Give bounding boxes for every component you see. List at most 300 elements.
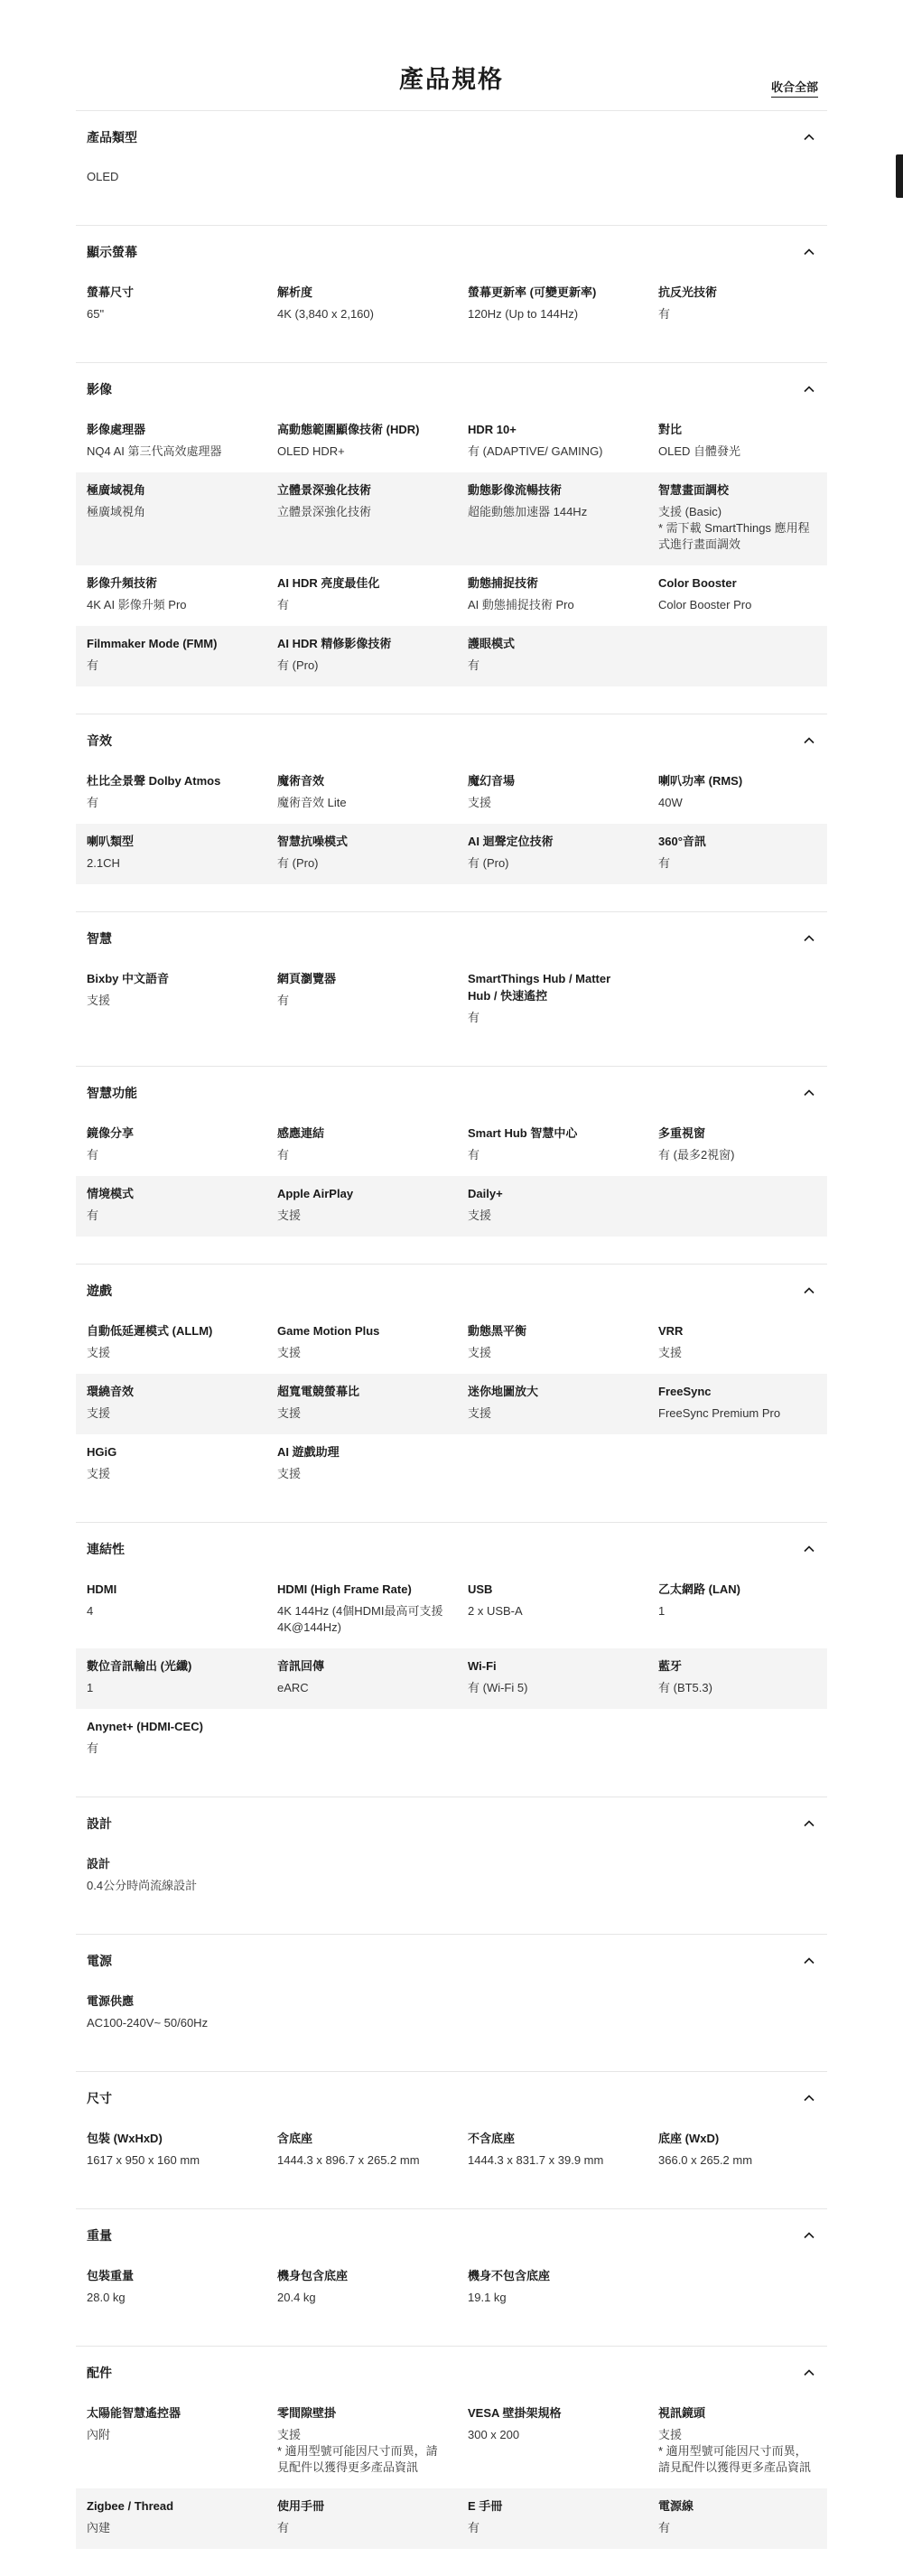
spec-item xyxy=(457,1577,647,1641)
spec-item xyxy=(266,2401,457,2481)
section-title: 連結性 xyxy=(87,1542,125,1556)
spec-item xyxy=(647,478,827,558)
spec-section xyxy=(76,1522,827,1797)
spec-label: AI HDR 亮度最佳化 xyxy=(277,576,380,590)
spec-item xyxy=(76,1440,266,1488)
spec-label: AI HDR 精修影像技術 xyxy=(277,637,392,650)
spec-sections xyxy=(0,110,903,2576)
spec-value: 0.4公分時尚流線設計 xyxy=(87,1879,198,1892)
spec-item xyxy=(647,2126,827,2174)
spec-item xyxy=(647,769,827,817)
spec-value: 有 (Pro) xyxy=(277,856,319,870)
spec-value: 2.1CH xyxy=(87,856,120,870)
chevron-up-icon[interactable] xyxy=(802,1283,816,1298)
chevron-up-icon[interactable] xyxy=(802,2366,816,2380)
spec-value: AI 動態捕捉技術 Pro xyxy=(468,598,574,611)
spec-value: 4K (3,840 x 2,160) xyxy=(277,307,374,321)
spec-item xyxy=(76,2494,266,2542)
spec-value: 有 (Pro) xyxy=(468,856,509,870)
spec-label: HDR 10+ xyxy=(468,423,517,436)
spec-value: 有 xyxy=(658,307,671,321)
spec-item xyxy=(647,2494,827,2542)
spec-label: 鏡像分享 xyxy=(87,1126,135,1140)
spec-label: 迷你地圖放大 xyxy=(468,1385,539,1398)
spec-item xyxy=(76,1577,266,1641)
spec-value: 1444.3 x 831.7 x 39.9 mm xyxy=(468,2153,604,2167)
section-title: 產品類型 xyxy=(87,130,137,145)
spec-label: 魔術音效 xyxy=(277,774,325,788)
spec-row xyxy=(76,2395,827,2488)
spec-label: AI 遊戲助理 xyxy=(277,1445,340,1459)
spec-value: 2 x USB-A xyxy=(468,1604,523,1618)
spec-item xyxy=(76,1319,266,1367)
spec-label: HDMI xyxy=(87,1582,117,1596)
spec-value: 有 xyxy=(87,796,99,809)
spec-value: 1 xyxy=(658,1604,666,1618)
spec-item xyxy=(76,1989,266,2037)
spec-value: 有 xyxy=(468,1011,480,1024)
spec-row xyxy=(76,160,827,198)
spec-value: 有 xyxy=(277,598,290,611)
spec-row xyxy=(76,1176,827,1237)
spec-label: 音訊回傳 xyxy=(277,1659,325,1673)
chevron-up-icon[interactable] xyxy=(802,245,816,259)
spec-value: 支援 xyxy=(87,994,111,1007)
spec-item xyxy=(266,1440,457,1488)
spec-value: 有 (最多2視窗) xyxy=(658,1148,735,1162)
spec-row xyxy=(76,565,827,626)
spec-label: Wi-Fi xyxy=(468,1659,497,1673)
spec-value: 有 xyxy=(468,658,480,672)
side-feedback-tab[interactable] xyxy=(896,154,903,198)
spec-label: 超寬電競螢幕比 xyxy=(277,1385,360,1398)
spec-item xyxy=(457,571,647,619)
chevron-up-icon[interactable] xyxy=(802,1542,816,1556)
spec-label: Daily+ xyxy=(468,1187,503,1200)
section-header[interactable] xyxy=(76,927,827,950)
spec-value: 有 (Wi-Fi 5) xyxy=(468,1681,528,1694)
spec-row xyxy=(76,1572,827,1648)
spec-value: 有 xyxy=(87,1148,99,1162)
chevron-up-icon[interactable] xyxy=(802,1816,816,1831)
spec-label: 含底座 xyxy=(277,2132,313,2145)
spec-label: 喇叭類型 xyxy=(87,835,135,848)
spec-label: 護眼模式 xyxy=(468,637,516,650)
chevron-up-icon[interactable] xyxy=(802,1086,816,1100)
spec-row xyxy=(76,1115,827,1176)
spec-item xyxy=(266,280,457,328)
spec-item xyxy=(76,769,266,817)
spec-item xyxy=(647,829,827,877)
spec-label: 環繞音效 xyxy=(87,1385,135,1398)
spec-label: 藍牙 xyxy=(658,1659,683,1673)
spec-item xyxy=(647,280,827,328)
spec-value: 支援 * 適用型號可能因尺寸而異，請見配件以獲得更多產品資訊 xyxy=(658,2428,812,2474)
spec-value: 支援 xyxy=(658,1346,683,1359)
spec-label: 包裝 (WxHxD) xyxy=(87,2132,163,2145)
spec-label: SmartThings Hub / Matter Hub / 快速遙控 xyxy=(468,972,611,1003)
spec-item xyxy=(266,1654,457,1702)
spec-label: 包裝重量 xyxy=(87,2269,135,2282)
spec-label: Apple AirPlay xyxy=(277,1187,354,1200)
spec-row xyxy=(76,1846,827,1907)
spec-item xyxy=(457,1121,647,1169)
spec-value: 1444.3 x 896.7 x 265.2 mm xyxy=(277,2153,420,2167)
spec-item xyxy=(76,1714,266,1762)
spec-label: 影像處理器 xyxy=(87,423,146,436)
spec-value: 40W xyxy=(658,796,683,809)
spec-section xyxy=(76,1934,827,2071)
spec-value: 支援 (Basic) * 需下載 SmartThings 應用程式進行畫面調效 xyxy=(658,505,810,551)
chevron-up-icon[interactable] xyxy=(802,2228,816,2243)
spec-value: 支援 xyxy=(87,1467,111,1480)
chevron-up-icon[interactable] xyxy=(802,733,816,748)
spec-item xyxy=(266,478,457,558)
spec-item xyxy=(76,1181,266,1229)
spec-label: 極廣域視角 xyxy=(87,483,146,497)
spec-label: 智慧抗噪模式 xyxy=(277,835,349,848)
spec-row xyxy=(76,824,827,884)
spec-item xyxy=(76,1379,266,1427)
spec-label: 數位音訊輸出 (光纖) xyxy=(87,1659,192,1673)
spec-label: Color Booster xyxy=(658,576,737,590)
spec-label: 動態影像流暢技術 xyxy=(468,483,563,497)
spec-label: 杜比全景聲 Dolby Atmos xyxy=(87,774,221,788)
section-header[interactable] xyxy=(76,1537,827,1561)
spec-value: 有 xyxy=(277,2521,290,2534)
spec-section xyxy=(76,1264,827,1522)
spec-value: 有 (ADAPTIVE/ GAMING) xyxy=(468,444,603,458)
spec-label: 魔幻音場 xyxy=(468,774,516,788)
spec-item xyxy=(76,280,266,328)
spec-label: 動態黑平衡 xyxy=(468,1324,527,1338)
spec-item xyxy=(647,1577,827,1641)
spec-label: 視訊鏡頭 xyxy=(658,2406,706,2420)
section-title: 尺寸 xyxy=(87,2091,112,2105)
spec-label: 感應連結 xyxy=(277,1126,325,1140)
spec-value: 120Hz (Up to 144Hz) xyxy=(468,307,579,321)
section-header[interactable] xyxy=(76,2361,827,2385)
spec-item xyxy=(76,571,266,619)
section-title: 遊戲 xyxy=(87,1283,112,1298)
spec-item xyxy=(266,571,457,619)
section-header[interactable] xyxy=(76,2224,827,2247)
spec-label: 多重視窗 xyxy=(658,1126,706,1140)
spec-label: 智慧畫面調校 xyxy=(658,483,730,497)
section-title: 音效 xyxy=(87,733,112,748)
page-title: 產品規格 xyxy=(399,66,504,93)
spec-value: 支援 * 適用型號可能因尺寸而異，請見配件以獲得更多產品資訊 xyxy=(277,2428,438,2474)
spec-row xyxy=(76,1434,827,1495)
spec-value: eARC xyxy=(277,1681,309,1694)
spec-value: 1617 x 950 x 160 mm xyxy=(87,2153,200,2167)
spec-item xyxy=(457,2263,647,2311)
spec-value: 4K AI 影像升頻 Pro xyxy=(87,598,187,611)
spec-label: 太陽能智慧遙控器 xyxy=(87,2406,182,2420)
spec-value: 366.0 x 265.2 mm xyxy=(658,2153,753,2167)
spec-label: HDMI (High Frame Rate) xyxy=(277,1582,412,1596)
spec-label: FreeSync xyxy=(658,1385,712,1398)
spec-item xyxy=(266,1319,457,1367)
section-header[interactable] xyxy=(76,378,827,401)
spec-row xyxy=(76,275,827,335)
spec-row xyxy=(76,412,827,472)
spec-item xyxy=(457,631,647,679)
spec-item xyxy=(266,1577,457,1641)
spec-section xyxy=(76,911,827,1066)
section-title: 影像 xyxy=(87,382,112,397)
spec-row xyxy=(76,2121,827,2181)
section-header[interactable] xyxy=(76,1949,827,1973)
spec-value: 極廣域視角 xyxy=(87,505,146,518)
spec-value: OLED HDR+ xyxy=(277,444,345,458)
section-title: 顯示螢幕 xyxy=(87,245,137,259)
spec-label: Smart Hub 智慧中心 xyxy=(468,1126,578,1140)
spec-item xyxy=(76,478,266,558)
chevron-up-icon[interactable] xyxy=(802,931,816,946)
section-header[interactable] xyxy=(76,729,827,752)
spec-section xyxy=(76,225,827,362)
spec-label: 零間隙壁掛 xyxy=(277,2406,337,2420)
spec-label: 動態捕捉技術 xyxy=(468,576,539,590)
spec-value: 有 xyxy=(468,2521,480,2534)
spec-label: 高動態範圍顯像技術 (HDR) xyxy=(277,423,420,436)
spec-label: 螢幕尺寸 xyxy=(87,285,135,299)
spec-item xyxy=(76,2263,266,2311)
spec-value: 支援 xyxy=(277,1406,302,1420)
chevron-up-icon[interactable] xyxy=(802,382,816,397)
collapse-all-button[interactable]: 收合全部 xyxy=(771,78,818,98)
spec-value: 魔術音效 Lite xyxy=(277,796,347,809)
spec-value: 超能動態加速器 144Hz xyxy=(468,505,588,518)
spec-label: 自動低延遲模式 (ALLM) xyxy=(87,1324,213,1338)
spec-value: 有 xyxy=(277,1148,290,1162)
spec-item xyxy=(76,1654,266,1702)
spec-section xyxy=(76,2346,827,2576)
spec-value: 內建 xyxy=(87,2521,111,2534)
spec-value: 有 xyxy=(277,994,290,1007)
spec-row xyxy=(76,1709,827,1769)
spec-value: 19.1 kg xyxy=(468,2291,507,2304)
spec-item xyxy=(266,417,457,465)
spec-item xyxy=(76,1121,266,1169)
spec-label: 喇叭功率 (RMS) xyxy=(658,774,743,788)
spec-value: 4 xyxy=(87,1604,94,1618)
spec-row xyxy=(76,1983,827,2044)
spec-item xyxy=(266,1181,457,1229)
section-title: 配件 xyxy=(87,2366,112,2380)
section-header[interactable] xyxy=(76,1081,827,1105)
section-title: 設計 xyxy=(87,1816,112,1831)
spec-item xyxy=(76,2126,266,2174)
spec-item xyxy=(266,966,457,1031)
spec-section xyxy=(76,1797,827,1934)
spec-label: AI 迴聲定位技術 xyxy=(468,835,554,848)
spec-label: E 手冊 xyxy=(468,2499,503,2513)
spec-value: AC100-240V~ 50/60Hz xyxy=(87,2016,209,2030)
spec-section xyxy=(76,714,827,911)
spec-value: FreeSync Premium Pro xyxy=(658,1406,781,1420)
section-title: 重量 xyxy=(87,2228,112,2243)
spec-item xyxy=(457,1181,647,1229)
spec-value: 支援 xyxy=(277,1346,302,1359)
spec-label: 螢幕更新率 (可變更新率) xyxy=(468,285,597,299)
spec-item xyxy=(76,1852,266,1899)
spec-item xyxy=(457,829,647,877)
spec-row xyxy=(76,763,827,824)
spec-item xyxy=(457,1319,647,1367)
section-header[interactable] xyxy=(76,1279,827,1302)
spec-item xyxy=(266,2263,457,2311)
spec-value: 有 xyxy=(87,1209,99,1222)
spec-row xyxy=(76,961,827,1039)
spec-label: 抗反光技術 xyxy=(658,285,718,299)
spec-label: 影像升頻技術 xyxy=(87,576,158,590)
spec-item xyxy=(647,571,827,619)
spec-label: 乙太網路 (LAN) xyxy=(658,1582,740,1596)
spec-label: Anynet+ (HDMI-CEC) xyxy=(87,1720,203,1733)
spec-value: 1 xyxy=(87,1681,94,1694)
spec-row xyxy=(76,1648,827,1709)
spec-item xyxy=(647,1121,827,1169)
spec-label: HGiG xyxy=(87,1445,117,1459)
spec-value: 支援 xyxy=(468,796,492,809)
spec-row xyxy=(76,1374,827,1434)
spec-item xyxy=(266,769,457,817)
spec-label: 機身包含底座 xyxy=(277,2269,349,2282)
spec-row xyxy=(76,626,827,686)
spec-label: 不含底座 xyxy=(468,2132,516,2145)
spec-value: 有 (BT5.3) xyxy=(658,1681,712,1694)
spec-value: 有 (Pro) xyxy=(277,658,319,672)
spec-item xyxy=(266,1121,457,1169)
spec-value: 有 xyxy=(87,1741,99,1755)
spec-item xyxy=(76,417,266,465)
spec-label: VESA 壁掛架規格 xyxy=(468,2406,562,2420)
spec-item xyxy=(647,1319,827,1367)
spec-label: 情境模式 xyxy=(87,1187,135,1200)
spec-section xyxy=(76,2071,827,2208)
section-title: 智慧功能 xyxy=(87,1086,137,1100)
spec-item xyxy=(76,829,266,877)
spec-label: 360°音訊 xyxy=(658,835,706,848)
spec-value: OLED xyxy=(87,170,119,183)
spec-label: 使用手冊 xyxy=(277,2499,325,2513)
spec-label: USB xyxy=(468,1582,493,1596)
spec-value: OLED 自體發光 xyxy=(658,444,741,458)
spec-section xyxy=(76,2208,827,2346)
spec-label: 電源供應 xyxy=(87,1994,135,2008)
spec-section xyxy=(76,362,827,714)
spec-item xyxy=(457,1379,647,1427)
spec-value: NQ4 AI 第三代高效處理器 xyxy=(87,444,222,458)
spec-row xyxy=(76,1313,827,1374)
spec-label: VRR xyxy=(658,1324,684,1338)
spec-value: 支援 xyxy=(468,1209,492,1222)
spec-item xyxy=(266,2126,457,2174)
spec-value: 有 xyxy=(658,856,671,870)
spec-label: Game Motion Plus xyxy=(277,1324,380,1338)
chevron-up-icon[interactable] xyxy=(802,2091,816,2105)
section-title: 電源 xyxy=(87,1954,112,1968)
spec-value: 4K 144Hz (4個HDMI最高可支援4K@144Hz) xyxy=(277,1604,443,1634)
spec-item xyxy=(266,829,457,877)
spec-value: 有 xyxy=(468,1148,480,1162)
spec-item xyxy=(647,1379,827,1427)
spec-item xyxy=(76,966,266,1031)
spec-label: 解析度 xyxy=(277,285,313,299)
spec-item xyxy=(266,2494,457,2542)
spec-label: 對比 xyxy=(658,423,683,436)
spec-value: 有 xyxy=(658,2521,671,2534)
spec-section xyxy=(76,1066,827,1264)
chevron-up-icon[interactable] xyxy=(802,1954,816,1968)
spec-item xyxy=(457,769,647,817)
spec-label: 設計 xyxy=(87,1857,111,1871)
spec-item xyxy=(457,2401,647,2481)
spec-row xyxy=(76,2258,827,2319)
spec-item xyxy=(266,1379,457,1427)
spec-item xyxy=(647,417,827,465)
spec-label: 機身不包含底座 xyxy=(468,2269,551,2282)
spec-item xyxy=(457,2126,647,2174)
spec-value: 支援 xyxy=(468,1346,492,1359)
spec-label: 電源線 xyxy=(658,2499,694,2513)
section-header[interactable] xyxy=(76,240,827,264)
spec-label: 底座 (WxD) xyxy=(658,2132,720,2145)
spec-value: 支援 xyxy=(87,1406,111,1420)
spec-value: 支援 xyxy=(87,1346,111,1359)
section-header[interactable] xyxy=(76,2086,827,2110)
spec-label: 立體景深強化技術 xyxy=(277,483,372,497)
spec-item xyxy=(457,280,647,328)
spec-item xyxy=(76,2401,266,2481)
spec-item xyxy=(647,2401,827,2481)
spec-item xyxy=(457,417,647,465)
section-header[interactable] xyxy=(76,1812,827,1835)
section-title: 智慧 xyxy=(87,931,112,946)
spec-value: 300 x 200 xyxy=(468,2428,520,2441)
spec-value: 支援 xyxy=(468,1406,492,1420)
spec-value: Color Booster Pro xyxy=(658,598,752,611)
spec-item xyxy=(266,631,457,679)
spec-header xyxy=(76,58,827,110)
spec-value: 支援 xyxy=(277,1467,302,1480)
spec-value: 20.4 kg xyxy=(277,2291,316,2304)
spec-value: 立體景深強化技術 xyxy=(277,505,372,518)
spec-value: 支援 xyxy=(277,1209,302,1222)
spec-value: 65" xyxy=(87,307,105,321)
spec-label: 網頁瀏覽器 xyxy=(277,972,337,985)
spec-item xyxy=(457,478,647,558)
spec-value: 有 xyxy=(87,658,99,672)
spec-value: 內附 xyxy=(87,2428,111,2441)
chevron-up-icon[interactable] xyxy=(802,130,816,145)
spec-label: Zigbee / Thread xyxy=(87,2499,174,2513)
spec-item xyxy=(647,1654,827,1702)
spec-label: Filmmaker Mode (FMM) xyxy=(87,637,218,650)
spec-row xyxy=(76,2488,827,2549)
spec-item xyxy=(457,2494,647,2542)
spec-item xyxy=(457,966,647,1031)
spec-value: 28.0 kg xyxy=(87,2291,126,2304)
spec-section xyxy=(76,110,827,225)
spec-item xyxy=(76,165,266,191)
spec-item xyxy=(76,631,266,679)
spec-item xyxy=(457,1654,647,1702)
section-header[interactable] xyxy=(76,126,827,149)
spec-label: Bixby 中文語音 xyxy=(87,972,170,985)
